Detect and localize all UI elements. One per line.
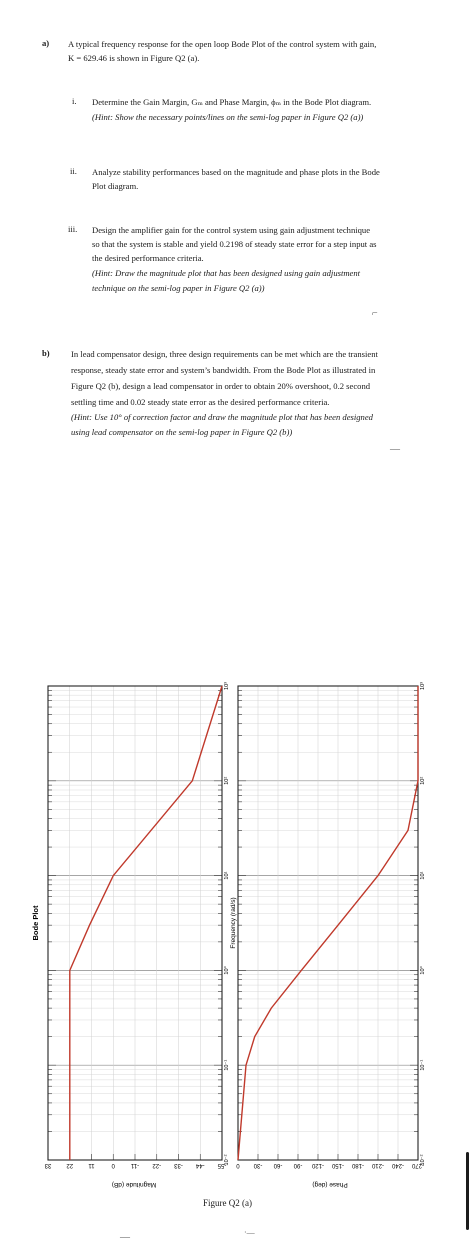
question-b-line-2: response, steady state error and system’s bandwidth. From the Bode Plot as illustrated in (71, 365, 376, 375)
phase-tick-label: -90 (293, 1162, 303, 1168)
part-i-hint: (Hint: Show the necessary points/lines on the semi-log paper in Figure Q2 (a)) (92, 112, 364, 122)
frequency-tick-label: 10³ (224, 682, 230, 690)
magnitude-grid (48, 686, 222, 1160)
phase-tick-label: -120 (311, 1162, 325, 1168)
magnitude-tick-label: -22 (152, 1162, 162, 1168)
phase-tick-label: -270 (411, 1162, 425, 1168)
frequency-tick-label: 10¹ (224, 871, 230, 880)
frequency-tick-label: 10² (420, 776, 426, 785)
pen-mark-2: — (390, 444, 400, 455)
stray-mark-1: — (120, 1232, 130, 1243)
part-iii-line-3: the desired performance criteria. (92, 253, 204, 263)
phase-tick-label: -150 (331, 1162, 345, 1168)
part-iii-line-1: Design the amplifier gain for the control system using gain adjustment technique (92, 225, 371, 235)
phase-tick-label: -60 (273, 1162, 283, 1168)
phase-tick-label: -30 (253, 1162, 263, 1168)
magnitude-tick-label: 33 (44, 1162, 52, 1168)
frequency-tick-label: 10⁻¹ (420, 1059, 426, 1071)
question-a-marker: a) (42, 38, 50, 48)
magnitude-curve (70, 686, 222, 1160)
edge-shadow (466, 1152, 469, 1230)
frequency-tick-label: 10⁰ (420, 966, 426, 975)
question-a-line-2: K = 629.46 is shown in Figure Q2 (a). (68, 53, 200, 63)
magnitude-tick-labels (44, 1162, 226, 1168)
phase-curve (238, 686, 418, 1160)
question-b-marker: b) (42, 348, 50, 358)
phase-tick-labels (236, 1162, 424, 1168)
part-i-line-1: Determine the Gain Margin, Gₘ and Phase Margin, ϕₘ in the Bode Plot diagram. (92, 97, 372, 107)
part-iii-hint-2: technique on the semi-log paper in Figure Q2 (a)) (92, 283, 265, 293)
magnitude-tick-label: -33 (174, 1162, 183, 1168)
frequency-tick-label: 10⁰ (224, 966, 230, 975)
x-axis-label: Frequency (rad/s) (230, 897, 237, 949)
frequency-tick-labels (223, 682, 426, 1166)
phase-frame (238, 686, 418, 1160)
part-ii-marker: ii. (70, 166, 77, 176)
part-ii-line-2: Plot diagram. (92, 181, 139, 191)
question-b-line-3: Figure Q2 (b), design a lead compensator in order to obtain 20% overshoot, 0.2 second (71, 381, 371, 391)
magnitude-tick-label: -11 (130, 1162, 140, 1168)
magnitude-tick-label: 0 (111, 1162, 115, 1168)
frequency-tick-label: 10⁻² (420, 1154, 426, 1166)
frequency-tick-label: 10³ (420, 682, 426, 690)
frequency-tick-label: 10⁻² (224, 1154, 230, 1166)
phase-grid (238, 686, 418, 1160)
part-iii-marker: iii. (68, 224, 78, 234)
part-iii-line-2: so that the system is stable and yield 0.2198 of steady state error for a step input as (92, 239, 377, 249)
part-iii-hint-1: (Hint: Draw the magnitude plot that has been designed using gain adjustment (92, 268, 361, 278)
question-a-line-1: A typical frequency response for the open loop Bode Plot of the control system with gain, (68, 39, 377, 49)
frequency-tick-label: 10⁻¹ (224, 1059, 230, 1071)
magnitude-tick-label: 22 (66, 1162, 74, 1168)
phase-tick-label: 0 (236, 1162, 240, 1168)
question-b-line-1: In lead compensator design, three design requirements can be met which are the transient (71, 349, 378, 359)
phase-tick-label: -240 (391, 1162, 405, 1168)
pen-mark: ⌐ (372, 308, 378, 319)
question-b-hint-2: using lead compensator on the semi-log paper in Figure Q2 (b)) (71, 427, 293, 437)
magnitude-axis-label: Magnitude (dB) (111, 1181, 157, 1188)
question-b-line-4: settling time and 0.02 steady state error as the desired performance criteria. (71, 397, 330, 407)
magnitude-tick-label: -44 (195, 1162, 205, 1168)
part-i-marker: i. (72, 96, 77, 106)
figure-caption: Figure Q2 (a) (203, 1198, 252, 1208)
frequency-tick-label: 10² (224, 776, 230, 785)
part-ii-line-1: Analyze stability performances based on the magnitude and phase plots in the Bode (92, 167, 380, 177)
phase-tick-label: -210 (371, 1162, 385, 1168)
phase-tick-label: -180 (351, 1162, 365, 1168)
question-b-hint-1: (Hint: Use 10° of correction factor and draw the magnitude plot that has been designed (71, 412, 373, 422)
magnitude-tick-label: -55 (217, 1162, 227, 1168)
magnitude-tick-label: 11 (88, 1162, 95, 1168)
phase-axis-label: Phase (deg) (312, 1181, 348, 1188)
plot-title: Bode Plot (31, 905, 40, 941)
frequency-tick-label: 10¹ (420, 871, 426, 880)
stray-mark-2: ·— (244, 1228, 255, 1237)
